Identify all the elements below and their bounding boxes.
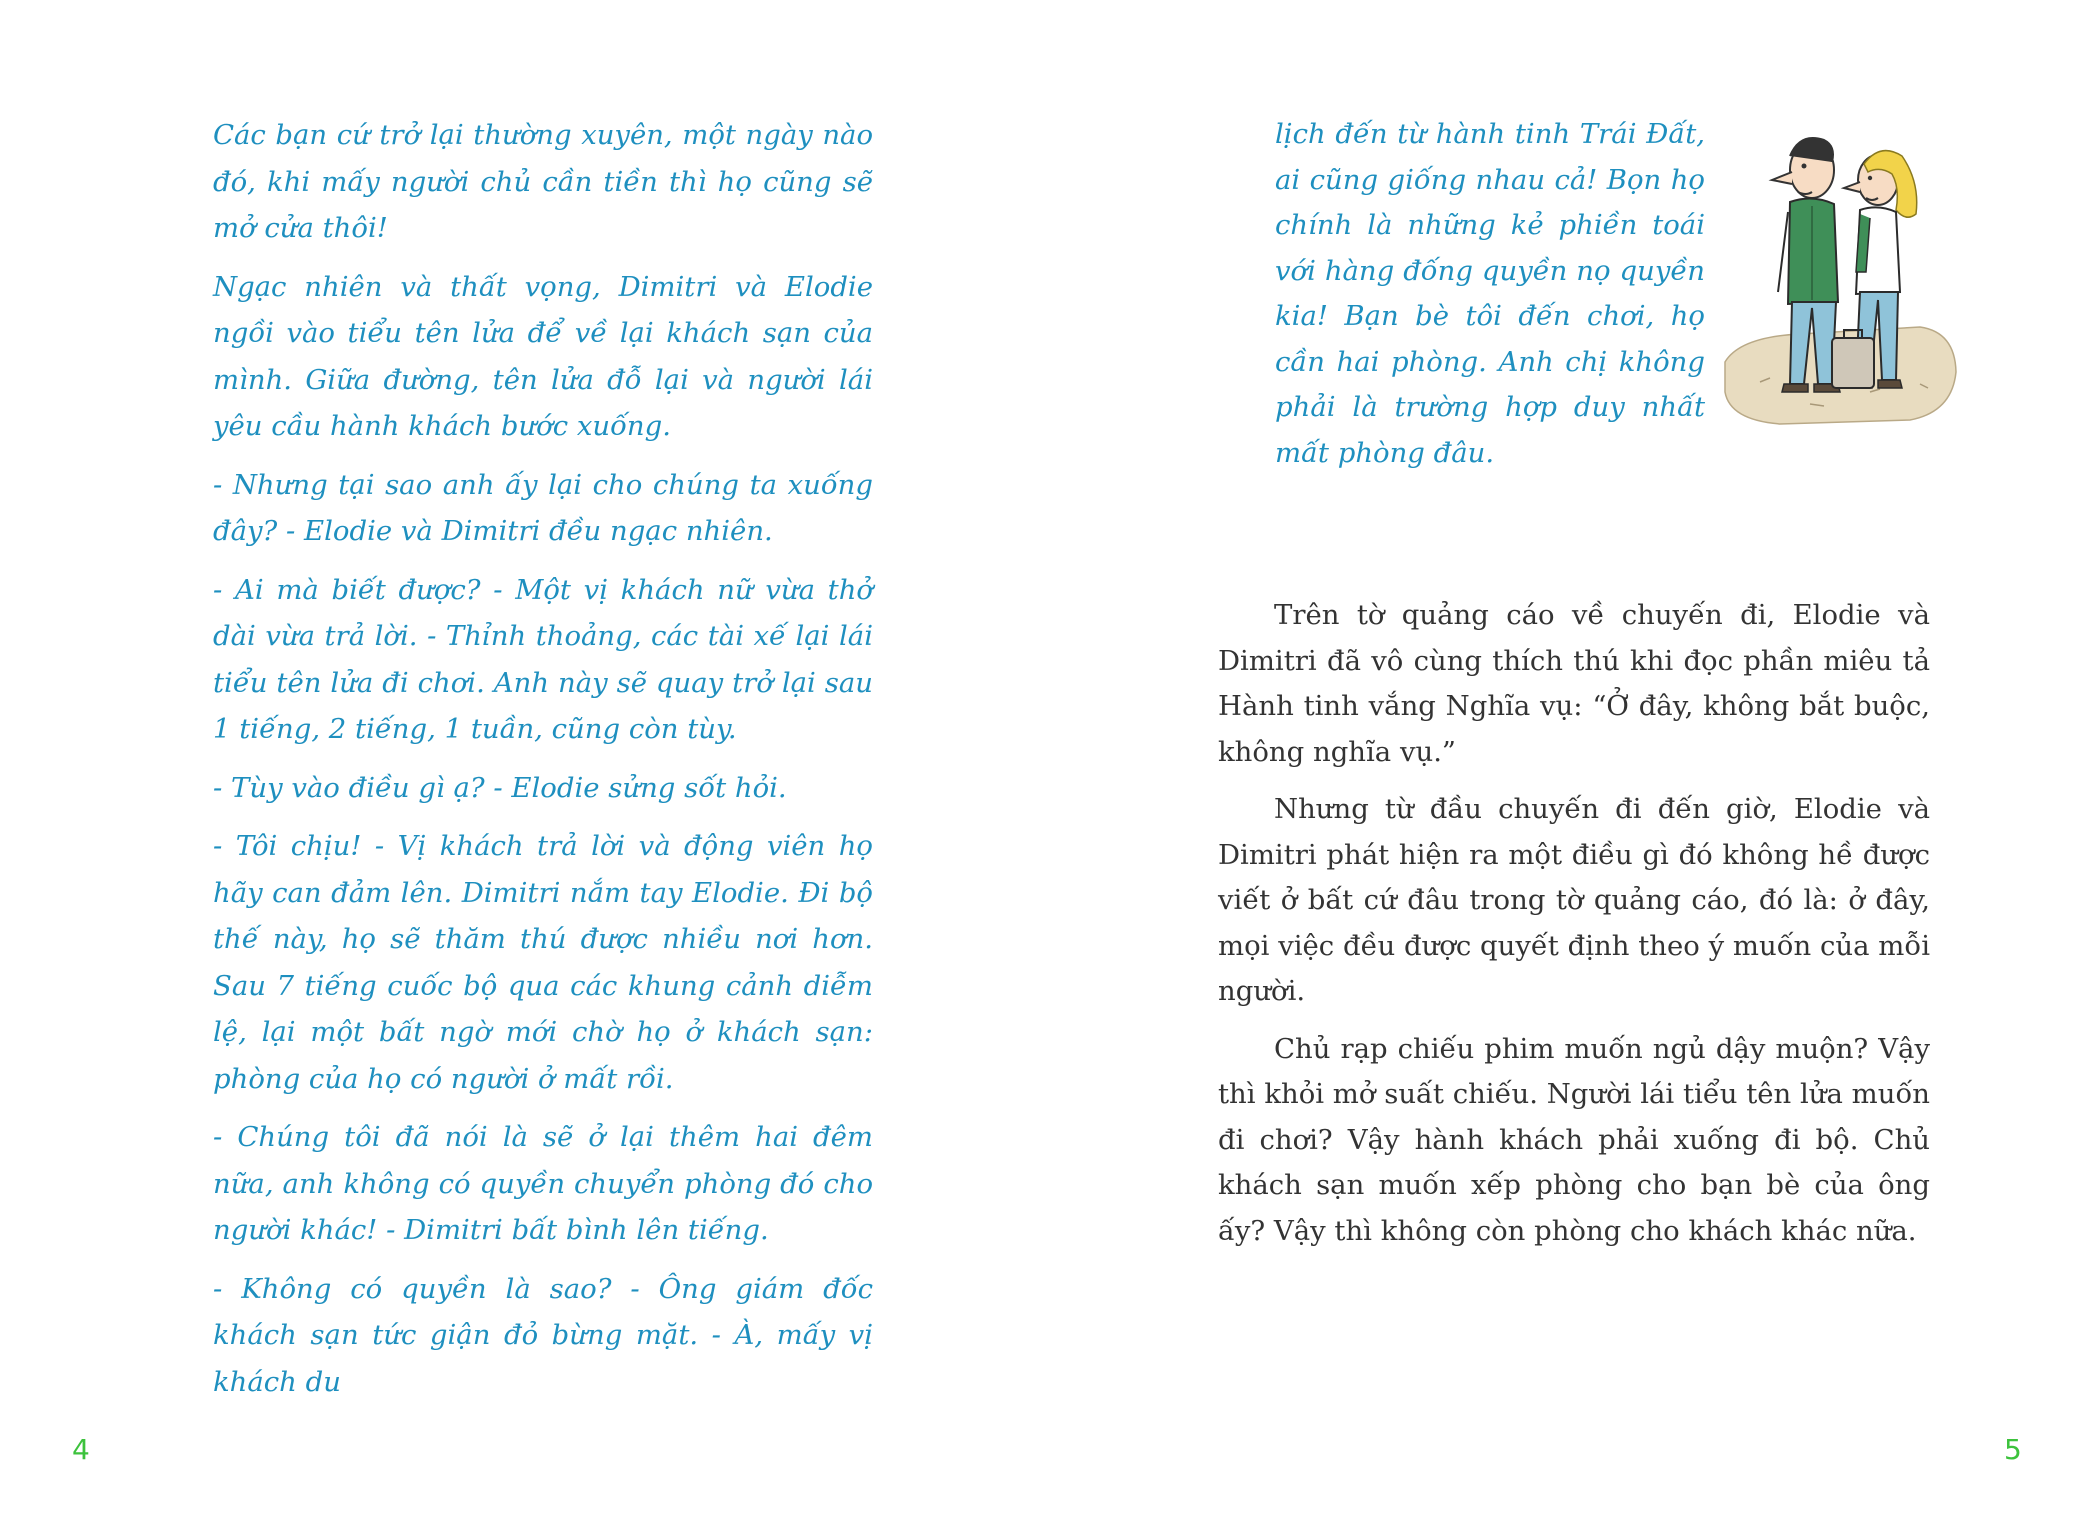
right-page-italic-text (1275, 112, 1705, 476)
left-paragraph-1: Các bạn cứ trở lại thường xuyên, một ngày nào đó, khi mấy người chủ cần tiền thì họ cũng sẽ mở cửa thôi! (213, 119, 873, 244)
right-italic-paragraph: lịch đến từ hành tinh Trái Đất, ai cũng giống nhau cả! Bọn họ chính là những kẻ phiền toái với hàng đống quyền nọ quyền kia! Bạn bè tôi đến chơi, họ cần hai phòng. Anh chị không phải là trường hợp duy nhất mất phòng đâu. (1275, 118, 1705, 469)
right-paragraph-1: Trên tờ quảng cáo về chuyến đi, Elodie và Dimitri đã vô cùng thích thú khi đọc phần miêu tả Hành tinh vắng Nghĩa vụ: “Ở đây, không bắt buộc, không nghĩa vụ.” (1218, 599, 1930, 768)
left-paragraph-5: - Tùy vào điều gì ạ? - Elodie sửng sốt hỏi. (213, 771, 787, 804)
left-paragraph-8: - Không có quyền là sao? - Ông giám đốc khách sạn tức giận đỏ bừng mặt. - À, mấy vị khách du (213, 1272, 873, 1398)
left-paragraph-7: - Chúng tôi đã nói là sẽ ở lại thêm hai đêm nữa, anh không có quyền chuyển phòng đó cho người khác! - Dimitri bất bình lên tiếng. (213, 1121, 873, 1246)
right-paragraph-3: Chủ rạp chiếu phim muốn ngủ dậy muộn? Vậy thì khỏi mở suất chiếu. Người lái tiểu tên lửa muốn đi chơi? Vậy hành khách phải xuống đi bộ. Chủ khách sạn muốn xếp phòng cho bạn bè của ông ấy? Vậy thì không còn phòng cho khách khác nữa. (1218, 1032, 1930, 1247)
left-paragraph-2: Ngạc nhiên và thất vọng, Dimitri và Elodie ngồi vào tiểu tên lửa để về lại khách sạn của mình. Giữa đường, tên lửa đỗ lại và người lái yêu cầu hành khách bước xuống. (213, 270, 873, 442)
left-paragraph-4: - Ai mà biết được? - Một vị khách nữ vừa thở dài vừa trả lời. - Thỉnh thoảng, các tài xế lại lái tiểu tên lửa đi chơi. Anh này sẽ quay trở lại sau 1 tiếng, 2 tiếng, 1 tuần, cũng còn tùy. (213, 573, 873, 745)
travelers-illustration (1720, 122, 1960, 442)
left-paragraph-3: - Nhưng tại sao anh ấy lại cho chúng ta xuống đây? - Elodie và Dimitri đều ngạc nhiên. (213, 468, 873, 547)
page-number-right: 5 (2004, 1433, 2022, 1466)
right-paragraph-2: Nhưng từ đầu chuyến đi đến giờ, Elodie và Dimitri phát hiện ra một điều gì đó không hề được viết ở bất cứ đâu trong tờ quảng cáo, đó là: ở đây, mọi việc đều được quyết định theo ý muốn của mỗi người. (1218, 793, 1930, 1007)
page-number-left: 4 (72, 1433, 90, 1466)
left-paragraph-6: - Tôi chịu! - Vị khách trả lời và động viên họ hãy can đảm lên. Dimitri nắm tay Elodie. Đi bộ thế này, họ sẽ thăm thú được nhiều nơi hơn. Sau 7 tiếng cuốc bộ qua các khung cảnh diễm lệ, lại một bất ngờ mới chờ họ ở khách sạn: phòng của họ có người ở mất rồi. (213, 830, 873, 1095)
left-page-text (213, 112, 873, 1417)
right-page-body-text (1218, 593, 1930, 1266)
